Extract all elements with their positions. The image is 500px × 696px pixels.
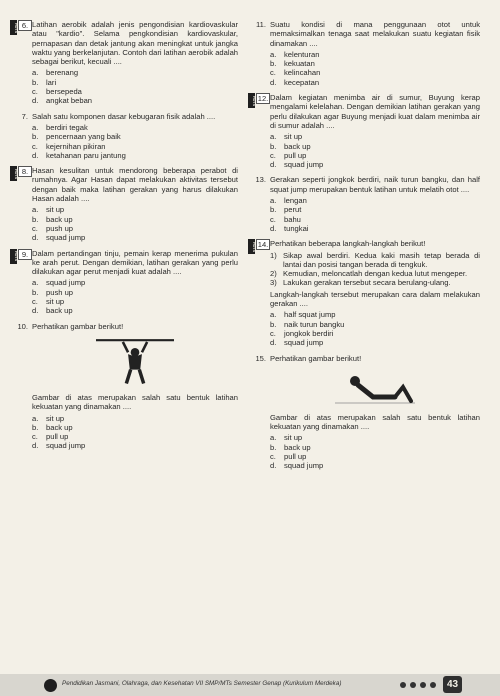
option-d[interactable]: d. squad jump [270,338,324,348]
options [32,414,238,451]
question-8 [10,166,238,242]
question-text: Perhatikan beberapa langkah-langkah berikut! [270,239,426,249]
option-b[interactable]: b. perut [270,205,302,215]
pull-up-figure-icon [85,335,185,387]
option-b[interactable]: b. kekuatan [270,59,315,69]
question-14 [248,239,480,347]
options [270,196,480,233]
options [270,50,480,87]
option-c[interactable]: c. bersepeda [32,87,82,97]
question-text: Dalam pertandingan tinju, pemain kerap menerima pukulan ke arah perut. Dengan demikian, latihan gerakan yang perlu dilakukan agar perut menjadi kuat adalah .... [32,248,238,277]
options [270,132,480,169]
option-d[interactable]: d. tungkai [270,223,309,233]
option-a[interactable]: a. squad jump [32,278,86,288]
option-b[interactable]: b. push up [32,287,74,297]
picture-caption: Gambar di atas merupakan salah satu bentuk latihan kekuatan yang dinamakan .... [32,392,238,412]
footer-text: Pendidikan Jasmani, Olahraga, dan Kesehatan VII SMP/MTs Semester Genap (Kurikulum Merdeka) [62,680,342,687]
option-d[interactable]: d. squad jump [32,441,86,451]
option-b[interactable]: b. pencernaan yang baik [32,132,121,142]
option-d[interactable]: d. squad jump [32,233,86,243]
option-a[interactable]: a. sit up [270,433,303,443]
option-a[interactable]: a. half squat jump [270,310,336,320]
options [270,310,480,347]
question-6 [10,20,238,106]
left-column [10,20,238,457]
options [270,433,480,470]
hots-badge: HOTS [10,166,17,181]
question-text: Perhatikan gambar berikut! [32,321,124,331]
question-text: Salah satu komponen dasar kebugaran fisik adalah .... [32,111,216,121]
option-c[interactable]: c. kelincahan [270,68,321,78]
option-d[interactable]: d. angkat beban [32,96,93,106]
steps-list [270,251,480,288]
step-item: 3) Lakukan gerakan tersebut secara berulang-ulang. [270,278,451,288]
dot-icon [400,682,406,688]
option-c[interactable]: c. pull up [270,451,307,461]
book-logo-icon [44,679,57,692]
option-b[interactable]: b. naik turun bangku [270,319,345,329]
option-c[interactable]: c. jongkok berdiri [270,328,334,338]
option-c[interactable]: c. sit up [32,297,65,307]
dot-icon [430,682,436,688]
option-d[interactable]: d. kecepatan [270,77,320,87]
hots-badge: HOTS [10,249,17,264]
step-item: 1) Sikap awal berdiri. Kedua kaki masih tetap berada di lantai dan posisi tangan berada di tengkuk. [270,250,480,269]
question-number: 10. [17,321,28,331]
option-c[interactable]: c. pull up [32,432,69,442]
exercise-illustration [325,367,425,407]
question-11 [248,20,480,87]
option-d[interactable]: d. squad jump [270,160,324,170]
page-number: 43 [443,676,462,693]
hots-badge: HOTS [10,20,17,35]
option-a[interactable]: a. sit up [32,413,65,423]
option-a[interactable]: a. lengan [270,196,307,206]
question-text: Perhatikan gambar berikut! [270,353,362,363]
question-number: 6. [18,20,32,31]
option-b[interactable]: b. back up [270,442,311,452]
option-b[interactable]: b. back up [32,214,73,224]
question-13 [248,175,480,233]
option-c[interactable]: c. bahu [270,214,301,224]
options [32,68,238,105]
question-number: 8. [18,166,32,177]
step-item: 2) Kemudian, meloncatlah dengan kedua lutut mengeper. [270,269,468,279]
sit-up-figure-icon [325,367,425,407]
question-text: Latihan aerobik adalah jenis pengondisian kardiovaskular atau "kardio". Selama pengkondisian kardiovaskular, pernapasan dan detak jantung akan meningkat untuk jangka waktu yang berkelanjutan. Contoh dari latihan aerobik adalah sebagai berikut, kecuali .... [32,20,239,67]
question-text: Gerakan seperti jongkok berdiri, naik turun bangku, dan half squat jump merupakan bentuk latihan untuk melatih otot .... [270,175,480,194]
option-c[interactable]: c. kejernihan pikiran [32,141,106,151]
option-d[interactable]: d. squad jump [270,461,324,471]
option-d[interactable]: d. back up [32,306,73,316]
option-d[interactable]: d. ketahanan paru jantung [32,150,126,160]
options [32,205,238,242]
pull-up-illustration [85,335,185,387]
option-a[interactable]: a. kelenturan [270,49,320,59]
dot-icon [410,682,416,688]
question-followup: Langkah-langkah tersebut merupakan cara dalam melakukan gerakan .... [270,289,480,309]
option-b[interactable]: b. back up [270,141,311,151]
question-12 [248,93,480,169]
question-9 [10,249,238,316]
question-number: 11. [256,20,266,29]
hots-badge: HOTS [248,239,255,254]
option-a[interactable]: a. sit up [32,205,65,215]
question-number: 12. [257,94,269,104]
question-text: Dalam kegiatan menimba air di sumur, Buyung kerap mengalami kelelahan. Dengan demikian latihan gerakan yang perlu dilakukan agar Buyung menjadi kuat dalam menimba air di sumur adalah .... [270,93,480,130]
question-7 [10,112,238,160]
right-column [248,20,480,477]
dot-icon [420,682,426,688]
question-number: 15. [255,353,266,363]
page-footer [0,674,500,696]
options [32,123,238,160]
option-b[interactable]: b. back up [32,422,73,432]
option-c[interactable]: c. pull up [270,150,307,160]
options [32,278,238,315]
question-text: Hasan kesulitan untuk mendorong beberapa perabot di rumahnya. Agar Hasan dapat melakukan aktivitas tersebut dengan baik maka latihan gerakan yang harus dilakukan Hasan adalah .... [32,166,238,204]
picture-caption: Gambar di atas merupakan salah satu bentuk latihan kekuatan yang dinamakan .... [270,412,480,432]
question-number: 9. [18,249,32,260]
decorative-dots [400,682,436,688]
option-a[interactable]: a. berdiri tegak [32,122,88,132]
question-number: 13. [255,175,266,185]
question-number: 7. [21,111,28,121]
hots-badge: HOTS [248,93,255,108]
option-b[interactable]: b. lari [32,77,57,87]
question-10 [10,322,238,451]
question-text: Suatu kondisi di mana penggunaan otot untuk memaksimalkan tenaga saat melakukan suatu kegiatan fisik dinamakan .... [270,20,480,48]
question-15 [248,354,480,471]
option-c[interactable]: c. push up [32,223,74,233]
option-a[interactable]: a. sit up [270,132,303,142]
option-a[interactable]: a. berenang [32,68,79,78]
question-number: 14. [257,240,269,250]
